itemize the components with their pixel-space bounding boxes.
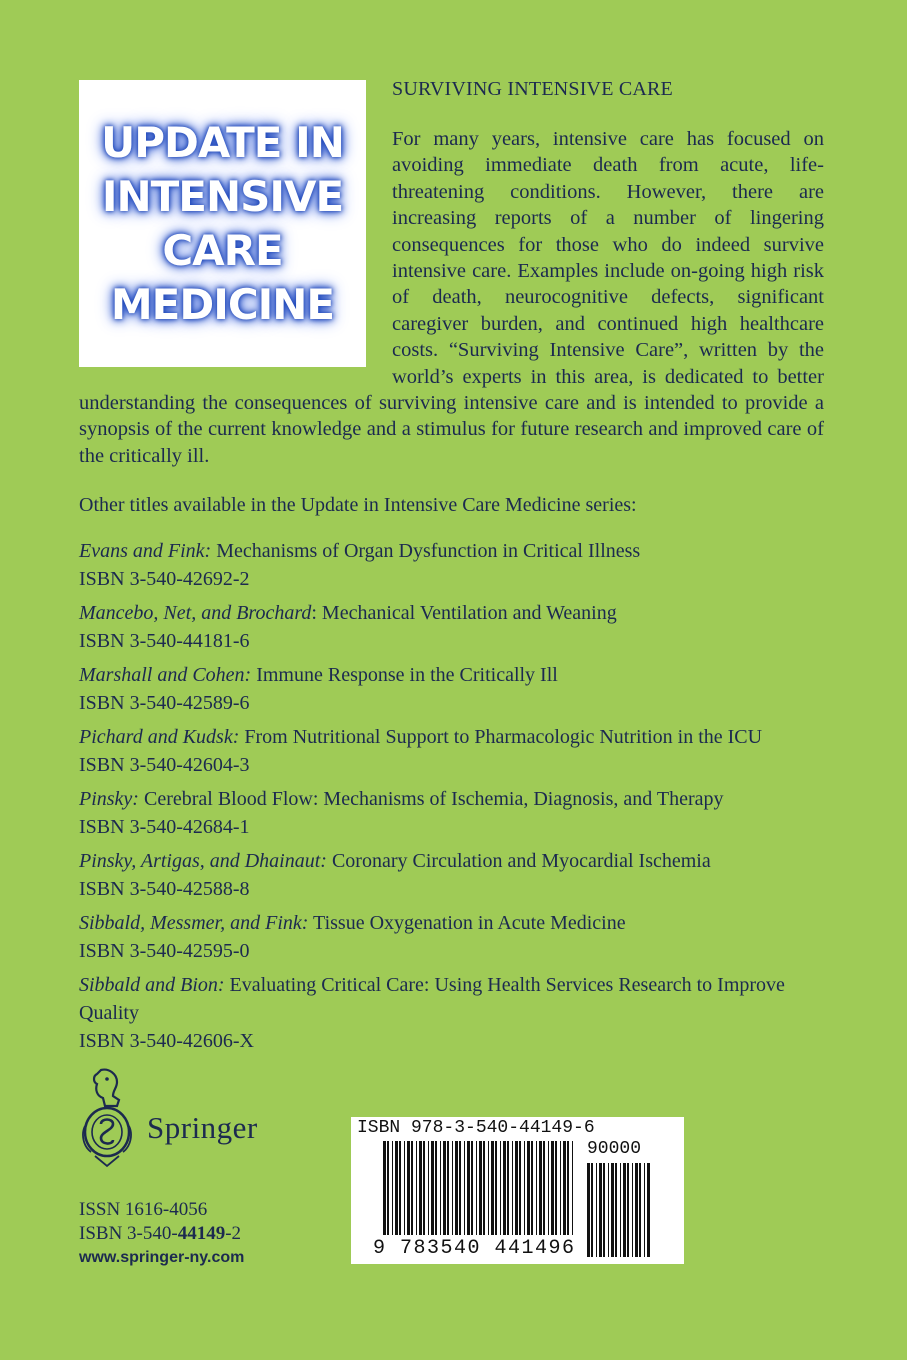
- barcode-bar: [416, 1141, 417, 1235]
- barcode-bar: [599, 1163, 602, 1257]
- barcode-bar: [428, 1141, 429, 1235]
- barcode-bar: [392, 1141, 393, 1235]
- publisher-name: Springer: [147, 1110, 258, 1145]
- barcode-isbn: ISBN 978-3-540-44149-6: [357, 1118, 595, 1138]
- list-item: [79, 971, 839, 1055]
- barcode-bar: [519, 1141, 521, 1235]
- list-item: [79, 909, 839, 965]
- barcode-bar: [632, 1163, 633, 1257]
- barcode-bar: [512, 1141, 513, 1235]
- list-item: [79, 847, 839, 903]
- barcode-bar: [471, 1141, 473, 1235]
- barcode-bar: [543, 1141, 545, 1235]
- series-logo-line-3: CARE: [162, 225, 283, 275]
- barcode-bar: [551, 1141, 554, 1235]
- barcode-bar: [608, 1163, 609, 1257]
- barcode-bar: [531, 1141, 533, 1235]
- barcode-bar: [404, 1141, 405, 1235]
- barcode-bar: [464, 1141, 465, 1235]
- barcode-bar: [536, 1141, 537, 1235]
- book-isbn: ISBN 3-540-42606-X: [79, 1030, 254, 1052]
- barcode-bar: [567, 1141, 569, 1235]
- barcode-bar: [647, 1163, 650, 1257]
- barcode-bar: [399, 1141, 401, 1235]
- book-authors: Pichard and Kudsk:: [79, 726, 240, 748]
- barcode-bar: [435, 1141, 437, 1235]
- barcode-bar: [627, 1163, 629, 1257]
- book-authors: Pinsky, Artigas, and Dhainaut:: [79, 850, 327, 872]
- barcode-bar: [452, 1141, 453, 1235]
- list-item: [79, 785, 839, 841]
- barcode-bar: [603, 1163, 605, 1257]
- book-authors: Evans and Fink:: [79, 540, 212, 562]
- book-authors: Sibbald and Bion:: [79, 974, 225, 996]
- barcode-bar: [423, 1141, 425, 1235]
- barcode-bar: [483, 1141, 485, 1235]
- book-description-text: For many years, intensive care has focused on avoiding immediate death from acute, life-threatening conditions. However, there are increasing reports of a number of lingering consequences for those who do indeed survive intensive care. Examples include on-going high risk of death, neurocognitive defects, significant caregiver burden, and continued high healthcare costs. “Surviving Intensive Care”, written by the world’s experts in this area, is dedicated to better understanding the consequences of surviving intensive care and is intended to provide a synopsis of the current knowledge and a stimulus for future research and improved care of the critically ill.: [79, 128, 824, 467]
- barcode-bar: [572, 1141, 573, 1235]
- book-isbn: ISBN 3-540-42692-2: [79, 568, 250, 590]
- barcode-bar: [560, 1141, 561, 1235]
- list-item: [79, 599, 839, 655]
- barcode-bar: [591, 1163, 593, 1257]
- other-titles-heading: Other titles available in the Update in Intensive Care Medicine series:: [79, 494, 637, 516]
- barcode-bar: [507, 1141, 509, 1235]
- isbn-suffix: -2: [225, 1223, 242, 1244]
- barcode-bar: [524, 1141, 525, 1235]
- barcode-bar: [495, 1141, 497, 1235]
- barcode-bar: [479, 1141, 482, 1235]
- isbn-prefix: ISBN 3-540-: [79, 1223, 178, 1244]
- barcode-bar: [467, 1141, 470, 1235]
- barcode-bar: [555, 1141, 557, 1235]
- book-isbn: ISBN 3-540-44181-6: [79, 630, 250, 652]
- barcode-bar: [503, 1141, 506, 1235]
- barcode-bar: [407, 1141, 410, 1235]
- book-title-item: Mechanisms of Organ Dysfunction in Critical Illness: [211, 540, 641, 562]
- book-authors: Mancebo, Net, and Brochard: [79, 602, 312, 624]
- book-title: SURVIVING INTENSIVE CARE: [392, 78, 673, 100]
- book-authors: Pinsky:: [79, 788, 139, 810]
- barcode-bar: [387, 1141, 389, 1235]
- barcode-bar: [615, 1163, 617, 1257]
- barcode-bar: [459, 1141, 461, 1235]
- barcode: [351, 1117, 684, 1264]
- list-item: [79, 723, 839, 779]
- barcode-bar: [488, 1141, 489, 1235]
- barcode-bar: [455, 1141, 458, 1235]
- barcode-bar: [527, 1141, 530, 1235]
- barcode-bar: [515, 1141, 518, 1235]
- series-logo-line-2: INTENSIVE: [101, 171, 344, 221]
- book-title-item: Coronary Circulation and Myocardial Ischemia: [326, 850, 711, 872]
- barcode-bar: [419, 1141, 422, 1235]
- barcode-bar: [443, 1141, 446, 1235]
- book-title-item: Evaluating Critical Care: Using Health Services Research to Improve Quality: [79, 974, 785, 1024]
- book-isbn: ISBN 3-540-42588-8: [79, 878, 250, 900]
- barcode-bar: [635, 1163, 638, 1257]
- barcode-bar: [548, 1141, 549, 1235]
- barcode-bar: [395, 1141, 398, 1235]
- barcode-bar: [587, 1163, 590, 1257]
- book-authors: Marshall and Cohen:: [79, 664, 252, 686]
- book-title-item: Immune Response in the Critically Ill: [251, 664, 558, 686]
- barcode-price-code: 90000: [587, 1139, 642, 1159]
- barcode-bar: [644, 1163, 645, 1257]
- barcode-bar: [491, 1141, 494, 1235]
- barcode-bar: [500, 1141, 501, 1235]
- barcode-bar: [383, 1141, 386, 1235]
- springer-chess-knight-icon: [79, 1066, 137, 1170]
- book-authors: Sibbald, Messmer, and Fink:: [79, 912, 309, 934]
- barcode-digits: 9 783540 441496: [373, 1237, 576, 1260]
- book-isbn: ISBN 3-540-42604-3: [79, 754, 250, 776]
- series-logo-line-4: MEDICINE: [110, 279, 335, 329]
- book-title-item: Cerebral Blood Flow: Mechanisms of Ischemia, Diagnosis, and Therapy: [138, 788, 724, 810]
- barcode-bar: [431, 1141, 434, 1235]
- isbn-number: [79, 1222, 241, 1246]
- barcode-bar: [440, 1141, 441, 1235]
- book-title-item: From Nutritional Support to Pharmacologic Nutrition in the ICU: [239, 726, 763, 748]
- barcode-bar: [539, 1141, 542, 1235]
- website-link[interactable]: www.springer-ny.com: [79, 1249, 245, 1266]
- isbn-bold: 44149: [177, 1223, 226, 1244]
- barcode-bar: [596, 1163, 597, 1257]
- issn-block: [79, 1198, 241, 1246]
- book-isbn: ISBN 3-540-42684-1: [79, 816, 250, 838]
- barcode-bar: [563, 1141, 566, 1235]
- barcode-bar: [447, 1141, 449, 1235]
- barcode-bar: [476, 1141, 477, 1235]
- book-description: [79, 126, 824, 469]
- barcode-bar: [623, 1163, 626, 1257]
- book-list: [79, 537, 839, 1061]
- series-logo-line-1: UPDATE IN: [101, 117, 344, 167]
- book-title-item: : Mechanical Ventilation and Weaning: [311, 602, 617, 624]
- list-item: [79, 661, 839, 717]
- issn-number: ISSN 1616-4056: [79, 1199, 208, 1220]
- barcode-bar: [620, 1163, 621, 1257]
- book-isbn: ISBN 3-540-42595-0: [79, 940, 250, 962]
- book-title-item: Tissue Oxygenation in Acute Medicine: [308, 912, 626, 934]
- list-item: [79, 537, 839, 593]
- book-isbn: ISBN 3-540-42589-6: [79, 692, 250, 714]
- publisher-logo: [79, 1066, 299, 1170]
- barcode-bar: [411, 1141, 413, 1235]
- barcode-bar: [639, 1163, 641, 1257]
- barcode-bar: [611, 1163, 614, 1257]
